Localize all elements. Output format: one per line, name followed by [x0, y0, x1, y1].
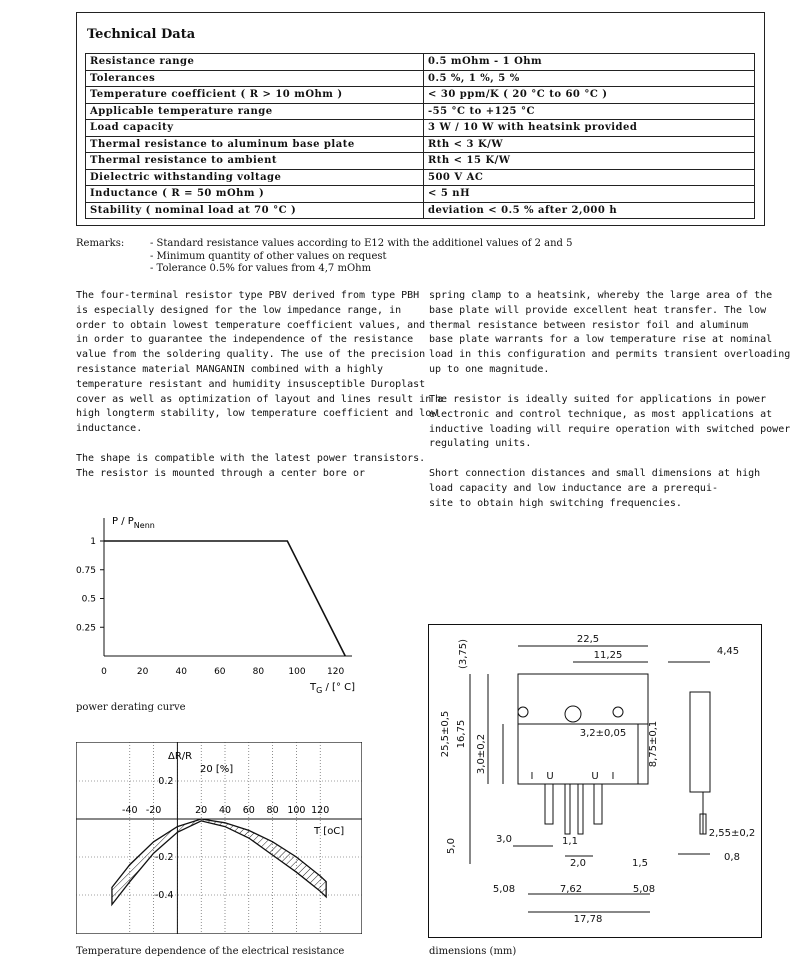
- dimension-label: 1,5: [632, 858, 648, 869]
- dimensions-drawing: [428, 624, 762, 938]
- dimension-label: 5,08: [492, 884, 516, 895]
- derating-caption: power derating curve: [76, 702, 186, 713]
- dimension-label: 0,8: [724, 852, 740, 863]
- spec-row: [86, 153, 755, 170]
- spec-row: [86, 103, 755, 120]
- dimension-label: 5,0: [446, 838, 457, 854]
- remarks-list: [150, 238, 572, 276]
- y-axis-label: ΔR/R: [168, 751, 193, 762]
- x-tick-label: 80: [266, 805, 279, 816]
- power-derating-chart: [70, 510, 370, 700]
- spec-name: Temperature coefficient ( R > 10 mOhm ): [86, 87, 424, 104]
- description-paragraph-4: The resistor is ideally suited for applications in power electronic and control technique, as most applications at inductive loading will require operation with switched power regulating units.: [429, 394, 791, 450]
- x-tick-label: 20: [195, 805, 208, 816]
- spec-value: 500 V AC: [424, 169, 755, 186]
- derating-series-line: [104, 541, 345, 656]
- remark-line: - Standard resistance values according to E12 with the additionel values of 2 and 5: [150, 238, 573, 249]
- spec-name: Thermal resistance to aluminum base plate: [86, 136, 424, 153]
- spec-name: Dielectric withstanding voltage: [86, 169, 424, 186]
- description-paragraph-5: Short connection distances and small dimensions at high load capacity and low inductance are a prerequi- site to obtain high switching frequencies.: [429, 468, 761, 509]
- x-axis-label: $T_G$ / [° C]: [310, 682, 356, 695]
- technical-data-table: [85, 53, 755, 219]
- spec-row: [86, 136, 755, 153]
- pin-label: I: [611, 771, 615, 782]
- spec-name: Stability ( nominal load at 70 °C ): [86, 202, 424, 219]
- spec-name: Tolerances: [86, 70, 424, 87]
- spec-row: [86, 54, 755, 71]
- spec-value: Rth < 15 K/W: [424, 153, 755, 170]
- dimension-label: 4,45: [716, 646, 740, 657]
- spec-value: < 5 nH: [424, 186, 755, 203]
- spec-name: Applicable temperature range: [86, 103, 424, 120]
- spec-name: Thermal resistance to ambient: [86, 153, 424, 170]
- spec-row: [86, 87, 755, 104]
- x-tick-label: 40: [175, 667, 187, 677]
- dimension-label: 7,62: [559, 884, 583, 895]
- spec-value: < 30 ppm/K ( 20 °C to 60 °C ): [424, 87, 755, 104]
- temperature-caption: Temperature dependence of the electrical resistance: [76, 946, 345, 957]
- dimension-label: 2,55±0,2: [708, 828, 756, 839]
- temperature-dependence-chart: [76, 742, 362, 934]
- x-tick-label: 80: [252, 667, 265, 677]
- remarks-label: Remarks:: [76, 238, 125, 249]
- dimension-label: 16,75: [456, 719, 467, 749]
- x-tick-label: 100: [288, 667, 306, 677]
- dimension-label: 1,1: [562, 836, 578, 847]
- dimension-label: (3,75): [458, 638, 469, 670]
- description-paragraph-2: The shape is compatible with the latest power transistors. The resistor is mounted through a center bore or: [76, 453, 426, 479]
- y-axis-label: P / $P_{Nenn}$: [112, 516, 155, 530]
- technical-data-title: Technical Data: [87, 27, 196, 42]
- description-paragraph-3: spring clamp to a heatsink, whereby the large area of the base plate will provide excellent heat transfer. The low thermal resistance between resistor foil and aluminum base plate warrants for a low temperature rise at nominal load in this configuration and permits transient overloading up to one magnitude.: [429, 290, 791, 375]
- dimension-label: 3,0±0,2: [476, 733, 487, 775]
- dimension-label: 11,25: [593, 650, 623, 661]
- x-tick-label: 0: [101, 667, 107, 677]
- spec-row: [86, 169, 755, 186]
- x-tick-label: 60: [242, 805, 255, 816]
- dimension-label: 2,0: [570, 858, 586, 869]
- pin-label: U: [591, 771, 599, 782]
- y-tick-label: 0.2: [158, 776, 174, 787]
- spec-value: 0.5 %, 1 %, 5 %: [424, 70, 755, 87]
- description-paragraph-1: The four-terminal resistor type PBV derived from type PBH is especially designed for the low impedance range, in order to obtain lowest temperature coefficient values, and in order to guarantee the independence of the resistance value from the soldering quality. The use of the precision resistance material MANGANIN combined with a highly temperature resistant and humidity insusceptible Duroplast cover as well as optimization of layout and lines result in a high longterm stability, low temperature coefficient and low inductance.: [76, 290, 444, 435]
- dimension-label: 3,0: [496, 834, 512, 845]
- dimension-label: 25,5±0,5: [440, 710, 451, 758]
- y-tick-label: 0.75: [75, 565, 96, 576]
- pin-label: U: [546, 771, 554, 782]
- remark-line: - Tolerance 0.5% for values from 4,7 mOhm: [150, 263, 372, 274]
- x-tick-label: 120: [311, 805, 330, 816]
- y-tick-label: 0.25: [75, 623, 96, 634]
- spec-value: deviation < 0.5 % after 2,000 h: [424, 202, 755, 219]
- spec-value: -55 °C to +125 °C: [424, 103, 755, 120]
- x-tick-label: 40: [218, 805, 232, 816]
- x-tick-label: 20: [136, 667, 149, 677]
- dimension-label: 3,2±0,05: [579, 728, 627, 739]
- dimension-label: 8,75±0,1: [648, 720, 659, 768]
- pin-label: I: [530, 771, 534, 782]
- y-tick-label: -0.2: [154, 852, 174, 863]
- spec-name: Load capacity: [86, 120, 424, 137]
- spec-row: [86, 70, 755, 87]
- x-tick-label: 60: [214, 667, 226, 677]
- y-tick-label: 0.5: [81, 594, 96, 605]
- x-tick-label: 100: [287, 805, 306, 816]
- x-tick-label: -40: [122, 805, 138, 816]
- spec-value: Rth < 3 K/W: [424, 136, 755, 153]
- dimensions-caption: dimensions (mm): [429, 946, 517, 957]
- x-tick-label: -20: [145, 805, 162, 816]
- x-axis-label: T [oC]: [314, 826, 345, 837]
- spec-row: [86, 186, 755, 203]
- x-tick-label: 120: [327, 667, 345, 677]
- spec-name: Resistance range: [86, 54, 424, 71]
- y-tick-label: -0.4: [154, 890, 174, 901]
- spec-value: 0.5 mOhm - 1 Ohm: [424, 54, 755, 71]
- dimension-label: 5,08: [632, 884, 656, 895]
- dimension-label: 22,5: [576, 634, 600, 645]
- spec-value: 3 W / 10 W with heatsink provided: [424, 120, 755, 137]
- spec-row: [86, 202, 755, 219]
- y-tick-label: 1: [90, 537, 96, 547]
- remark-line: - Minimum quantity of other values on request: [150, 250, 387, 262]
- spec-row: [86, 120, 755, 137]
- technical-data-box: [76, 12, 765, 226]
- dimension-label: 17,78: [573, 914, 603, 925]
- spec-name: Inductance ( R = 50 mOhm ): [86, 186, 424, 203]
- y-axis-label-sub: 20 [%]: [200, 764, 234, 775]
